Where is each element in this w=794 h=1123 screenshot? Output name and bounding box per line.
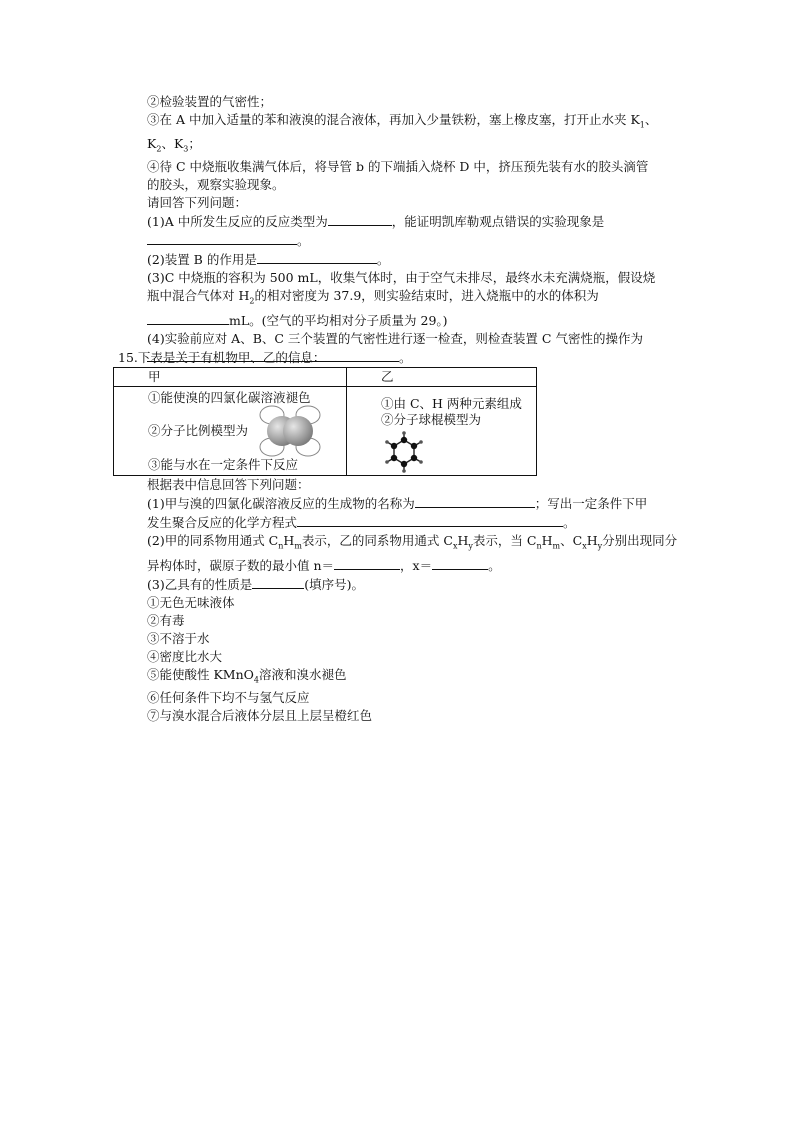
q14-part1-cont: 。: [147, 231, 707, 250]
answer-blank[interactable]: [252, 575, 304, 589]
q15-part3: (3)乙具有的性质是 (填序号)。: [147, 576, 364, 592]
q15-part2: (2)甲的同系物用通式 $C_nH_m$表示，乙的同系物用通式 $C_xH_y$表示，当 $C_nH_m$、$C_xH_y$分别出现同分: [147, 533, 678, 551]
q14-part1: (1)A 中所发生反应的反应类型为 ，能证明凯库勒观点错误的实验现象是: [147, 214, 605, 229]
question-14-body: [147, 93, 707, 367]
q14-part4: (4)实验前应对 A、B、C 三个装置的气密性进行逐一检查，则检查装置 C 气密性的操作为: [147, 330, 643, 346]
table-header-yi: 乙: [346, 368, 536, 387]
q15-intro: 根据表中信息回答下列问题：: [147, 477, 310, 492]
jia-item-3: ③能与水在一定条件下反应: [148, 457, 299, 472]
yi-item-2: ②分子球棍模型为: [380, 412, 481, 427]
step-4-cont: 的胶头，观察实验现象。: [147, 177, 285, 192]
q14-part3-cont: 瓶中混合气体对 $H_2$的相对密度为 37.9，则实验结束时，进入烧瓶中的水的体积为: [147, 288, 599, 306]
answer-blank[interactable]: [328, 212, 392, 226]
step-2: ②检验装置的气密性；: [147, 94, 273, 109]
answer-blank[interactable]: [257, 250, 377, 264]
answer-blank[interactable]: [432, 556, 488, 570]
question-15-title: 15.下表是关于有机物甲、乙的信息：: [118, 350, 326, 365]
option-4: ④密度比水大: [147, 648, 223, 664]
answer-blank[interactable]: [297, 513, 563, 527]
answer-blank[interactable]: [334, 556, 400, 570]
info-table: [113, 367, 537, 476]
q15-part1-cont: 发生聚合反应的化学方程式 。: [147, 515, 576, 530]
q15-part1: (1)甲与溴的四氯化碳溶液反应的生成物的名称为 ；写出一定条件下甲: [147, 496, 648, 511]
option-3: ③不溶于水: [147, 630, 210, 646]
answer-blank[interactable]: [415, 494, 535, 508]
step-3-cont: $K_2$、$K_3$；: [147, 135, 201, 153]
step-3: ③在 A 中加入适量的苯和液溴的混合液体，再加入少量铁粉，塞上橡皮塞，打开止水夹 $K_1$、: [147, 112, 658, 130]
q14-part3: (3)C 中烧瓶的容积为 500 mL，收集气体时，由于空气未排尽，最终水未充满烧瓶，假设烧: [147, 270, 656, 285]
question-15-body: [147, 476, 707, 725]
cell-jia: [114, 387, 347, 476]
cell-yi: [346, 387, 536, 476]
benzene-ball-stick-model-icon: [381, 431, 427, 473]
answer-blank[interactable]: [147, 311, 229, 325]
q14-part4-cont: 。: [147, 348, 707, 367]
table-header-jia: 甲: [114, 368, 347, 387]
q14-part2: (2)装置 B 的作用是 。: [147, 252, 390, 267]
step-4: ④待 C 中烧瓶收集满气体后，将导管 b 的下端插入烧杯 D 中，挤压预先装有水的胶头滴管: [147, 159, 649, 174]
option-2: ②有毒: [147, 612, 185, 628]
option-7: ⑦与溴水混合后液体分层且上层呈橙红色: [147, 708, 373, 723]
q14-part3-cont2: mL。(空气的平均相对分子质量为 29。): [147, 311, 707, 330]
q15-part2-cont: 异构体时，碳原子数的最小值 n＝ ，x＝ 。: [147, 557, 501, 573]
jia-item-2: ②分子比例模型为: [148, 423, 249, 438]
answer-blank[interactable]: [147, 231, 297, 245]
option-5: ⑤能使酸性 KMnO$_4$溶液和溴水褪色: [147, 666, 347, 684]
jia-item-1: ①能使溴的四氯化碳溶液褪色: [148, 390, 311, 405]
option-6: ⑥任何条件下均不与氢气反应: [147, 690, 310, 705]
ethylene-space-filling-model-icon: [258, 405, 322, 457]
ask-line: 请回答下列问题：: [147, 195, 248, 210]
option-1: ①无色无味液体: [147, 594, 235, 610]
yi-item-1: ①由 C、H 两种元素组成: [380, 396, 522, 411]
